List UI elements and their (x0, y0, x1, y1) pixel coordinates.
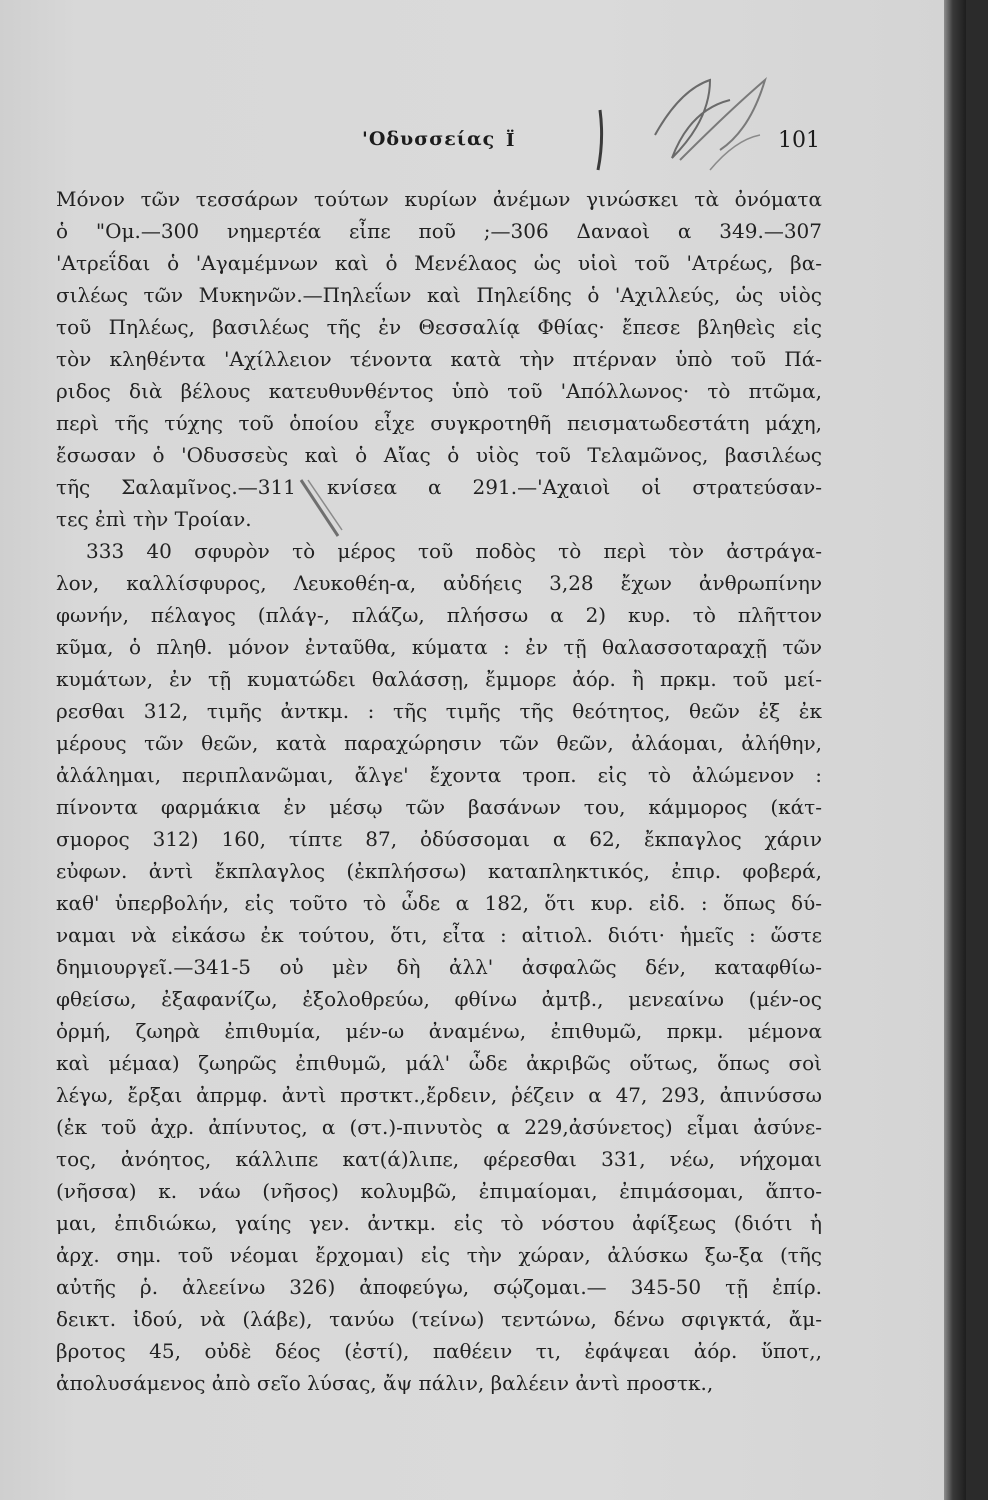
commentary-text (56, 183, 822, 1399)
text-line: κῦμα, ὁ πληθ. μόνον ἐνταῦθα, κύματα : ἐν τῇ θαλασσοταραχῇ τῶν (56, 635, 822, 659)
text-line: μέρους τῶν θεῶν, κατὰ παραχώρησιν τῶν θεῶν, ἀλάομαι, ἀλήθην, (56, 731, 822, 755)
text-line: σμορος 312) 160, τίπτε 87, ὀδύσσομαι α 62, ἔκπαγλος χάριν (56, 827, 822, 851)
text-line: ἔσωσαν ὁ 'Οδυσσεὺς καὶ ὁ Αἴας ὁ υἱὸς τοῦ Τελαμῶνος, βασιλέως (56, 443, 822, 467)
text-line: ριδος διὰ βέλους κατευθυνθέντος ὑπὸ τοῦ 'Απόλλωνος· τὸ πτῶμα, (56, 379, 822, 403)
text-line: δεικτ. ἰδού, νὰ (λάβε), τανύω (τείνω) τεντώνω, δένω σφιγκτά, ἄμ- (56, 1307, 822, 1331)
text-line: βροτος 45, οὐδὲ δέος (ἐστί), παθέειν τι, ἐφάψεαι ἀόρ. ὕποτ,, (56, 1339, 822, 1363)
text-line: λέγω, ἔρξαι ἀπρμφ. ἀντὶ πρστκτ.,ἔρδειν, ῥέζειν α 47, 293, ἀπινύσσω (56, 1083, 822, 1107)
pencil-annotation-icon (560, 40, 790, 180)
text-line: πίνοντα φαρμάκια ἐν μέσῳ τῶν βασάνων του, κάμμορος (κάτ- (56, 795, 822, 819)
text-line: τες ἐπὶ τὴν Τροίαν. (56, 507, 252, 531)
page-header (0, 128, 966, 158)
text-line: φωνήν, πέλαγος (πλάγ-, πλάζω, πλήσσω α 2) κυρ. τὸ πλῆττον (56, 603, 822, 627)
page-edge-shadow (944, 0, 966, 1500)
text-line: ρεσθαι 312, τιμῆς ἀντκμ. : τῆς τιμῆς τῆς θεότητος, θεῶν ἐξ ἐκ (56, 699, 822, 723)
text-line: αὐτῆς ῥ. ἀλεείνω 326) ἀποφεύγω, σῴζομαι.— 345-50 τῇ ἐπίρ. (56, 1275, 822, 1299)
text-line: τὸν κληθέντα 'Αχίλλειον τένοντα κατὰ τὴν πτέρναν ὑπὸ τοῦ Πά- (56, 347, 822, 371)
text-line: τῆς Σαλαμῖνος.—311 κνίσεα α 291.—'Αχαιοὶ οἱ στρατεύσαν- (56, 475, 822, 499)
text-line: ἀλάλημαι, περιπλανῶμαι, ἄλγε' ἔχοντα τροπ. εἰς τὸ ἀλώμενον : (56, 763, 822, 787)
text-line: φθείσω, ἐξαφανίζω, ἐξολοθρεύω, φθίνω ἀμτβ., μενεαίνω (μέν-ος (56, 987, 822, 1011)
text-line: ἀρχ. σημ. τοῦ νέομαι ἔρχομαι) εἰς τὴν χώραν, ἀλύσκω ξω-ξα (τῆς (56, 1243, 822, 1267)
text-line: (νῆσσα) κ. νάω (νῆσος) κολυμβῶ, ἐπιμαίομαι, ἐπιμάσομαι, ἅπτο- (56, 1179, 822, 1203)
text-line: 'Ατρεΐδαι ὁ 'Αγαμέμνων καὶ ὁ Μενέλαος ὡς υἱοὶ τοῦ 'Ατρέως, βα- (56, 251, 822, 275)
text-line: τος, ἀνόητος, κάλλιπε κατ(ά)λιπε, φέρεσθαι 331, νέω, νήχομαι (56, 1147, 822, 1171)
text-line: ἀπολυσάμενος ἀπὸ σεῖο λύσας, ἄψ πάλιν, βαλέειν ἀντὶ προστκ., (56, 1371, 714, 1395)
header-ornament: Ϊ (506, 130, 515, 151)
text-line: καὶ μέμαα) ζωηρῶς ἐπιθυμῶ, μάλ' ὧδε ἀκριβῶς οὕτως, ὅπως σοὶ (56, 1051, 822, 1075)
text-line: λον, καλλίσφυρος, Λευκοθέη-α, αὐδήεις 3,28 ἔχων ἀνθρωπίνην (56, 571, 822, 595)
text-line: ναμαι νὰ εἰκάσω ἐκ τούτου, ὅτι, εἶτα : αἰτιολ. διότι· ἡμεῖς : ὥστε (56, 923, 822, 947)
text-line: 333 40 σφυρὸν τὸ μέρος τοῦ ποδὸς τὸ περὶ τὸν ἀστράγα- (86, 539, 822, 563)
text-line: (ἐκ τοῦ ἀχρ. ἀπίνυτος, α (στ.)-πινυτὸς α 229,ἀσύνετος) εἶμαι ἀσύνε- (56, 1115, 822, 1139)
text-line: κυμάτων, ἐν τῇ κυματώδει θαλάσσῃ, ἔμμορε ἀόρ. ἢ πρκμ. τοῦ μεί- (56, 667, 822, 691)
text-line: Μόνον τῶν τεσσάρων τούτων κυρίων ἀνέμων γινώσκει τὰ ὀνόματα (56, 187, 822, 211)
text-line: περὶ τῆς τύχης τοῦ ὁποίου εἶχε συγκροτηθῆ πεισματωδεστάτη μάχη, (56, 411, 822, 435)
text-line: μαι, ἐπιδιώκω, γαίης γεν. ἀντκμ. εἰς τὸ νόστου ἀφίξεως (διότι ἡ (56, 1211, 822, 1235)
text-line: σιλέως τῶν Μυκηνῶν.—Πηλεΐων καὶ Πηλείδης ὁ 'Αχιλλεύς, ὡς υἱὸς (56, 283, 822, 307)
running-title: 'Οδυσσείας (362, 128, 496, 150)
text-line: δημιουργεῖ.—341-5 οὐ μὲν δὴ ἀλλ' ἀσφαλῶς δέν, καταφθίω- (56, 955, 822, 979)
text-line: ὁρμή, ζωηρὰ ἐπιθυμία, μέν-ω ἀναμένω, ἐπιθυμῶ, πρκμ. μέμονα (56, 1019, 822, 1043)
text-line: τοῦ Πηλέως, βασιλέως τῆς ἐν Θεσσαλίᾳ Φθίας· ἔπεσε βληθεὶς εἰς (56, 315, 822, 339)
page-number: 101 (778, 128, 820, 153)
text-line: καθ' ὑπερβολήν, εἰς τοῦτο τὸ ὧδε α 182, ὅτι κυρ. εἰδ. : ὅπως δύ- (56, 891, 822, 915)
text-line: εὐφων. ἀντὶ ἔκπλαγλος (ἐκπλήσσω) καταπληκτικός, ἐπιρ. φοβερά, (56, 859, 822, 883)
text-line: ὁ "Ομ.—300 νημερτέα εἶπε ποῦ ;—306 Δαναοὶ α 349.—307 (56, 219, 822, 243)
